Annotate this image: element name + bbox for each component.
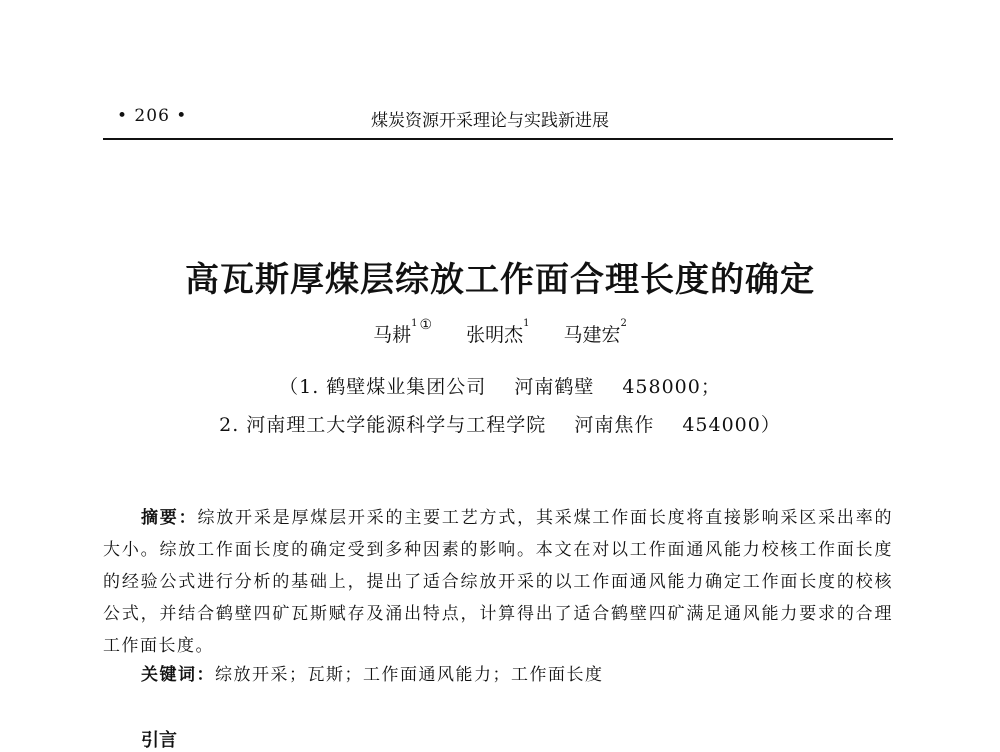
author: [466, 320, 529, 347]
keywords-label: 关键词：: [141, 665, 215, 685]
affiliation-2-place: 河南焦作: [574, 414, 655, 436]
next-section-heading-fragment: [141, 726, 181, 751]
author-affil-sup: 1: [411, 318, 418, 329]
affiliation-1-postcode: 458000；: [622, 376, 721, 398]
abstract-text: 综放开采是厚煤层开采的主要工艺方式，其采煤工作面长度将直接影响采区采出率的大小。综放工作面长度的确定受到多种因素的影响。本文在对以工作面通风能力校核工作面长度的经验公式进行分析的基础上，提出了适合综放开采的以工作面通风能力确定工作面长度的校核公式，并结合鹤壁四矿瓦斯赋存及涌出特点，计算得出了适合鹤壁四矿满足通风能力要求的合理工作面长度。: [103, 508, 894, 656]
next-section-heading: 引言: [141, 730, 177, 751]
page-header: [103, 104, 893, 134]
affiliation-1-place: 河南鹤壁: [514, 376, 595, 398]
footnote-mark: ①: [419, 317, 433, 333]
author: [564, 320, 627, 347]
author: [373, 317, 433, 347]
keywords-text: 综放开采；瓦斯；工作面通风能力；工作面长度: [215, 665, 604, 685]
affiliation-2: [0, 410, 1000, 437]
abstract: [103, 502, 893, 662]
abstract-label: 摘要：: [141, 508, 198, 528]
affiliation-1: [0, 372, 1000, 399]
affiliation-1-org: （1. 鹤壁煤业集团公司: [279, 376, 487, 398]
author-name: 马建宏: [563, 324, 621, 346]
article-title: 高瓦斯厚煤层综放工作面合理长度的确定: [185, 260, 815, 300]
author-name: 张明杰: [466, 324, 524, 346]
affiliation-2-org: 2. 河南理工大学能源科学与工程学院: [219, 414, 547, 436]
running-title: 煤炭资源开采理论与实践新进展: [371, 111, 609, 131]
header-rule: [103, 138, 893, 140]
author-list: [0, 317, 1000, 347]
page-number: • 206 •: [117, 106, 188, 126]
keywords: [141, 660, 891, 685]
author-name: 马耕: [373, 324, 412, 346]
author-affil-sup: 2: [620, 318, 627, 329]
author-affil-sup: 1: [523, 318, 530, 329]
affiliation-2-postcode: 454000）: [682, 414, 781, 436]
